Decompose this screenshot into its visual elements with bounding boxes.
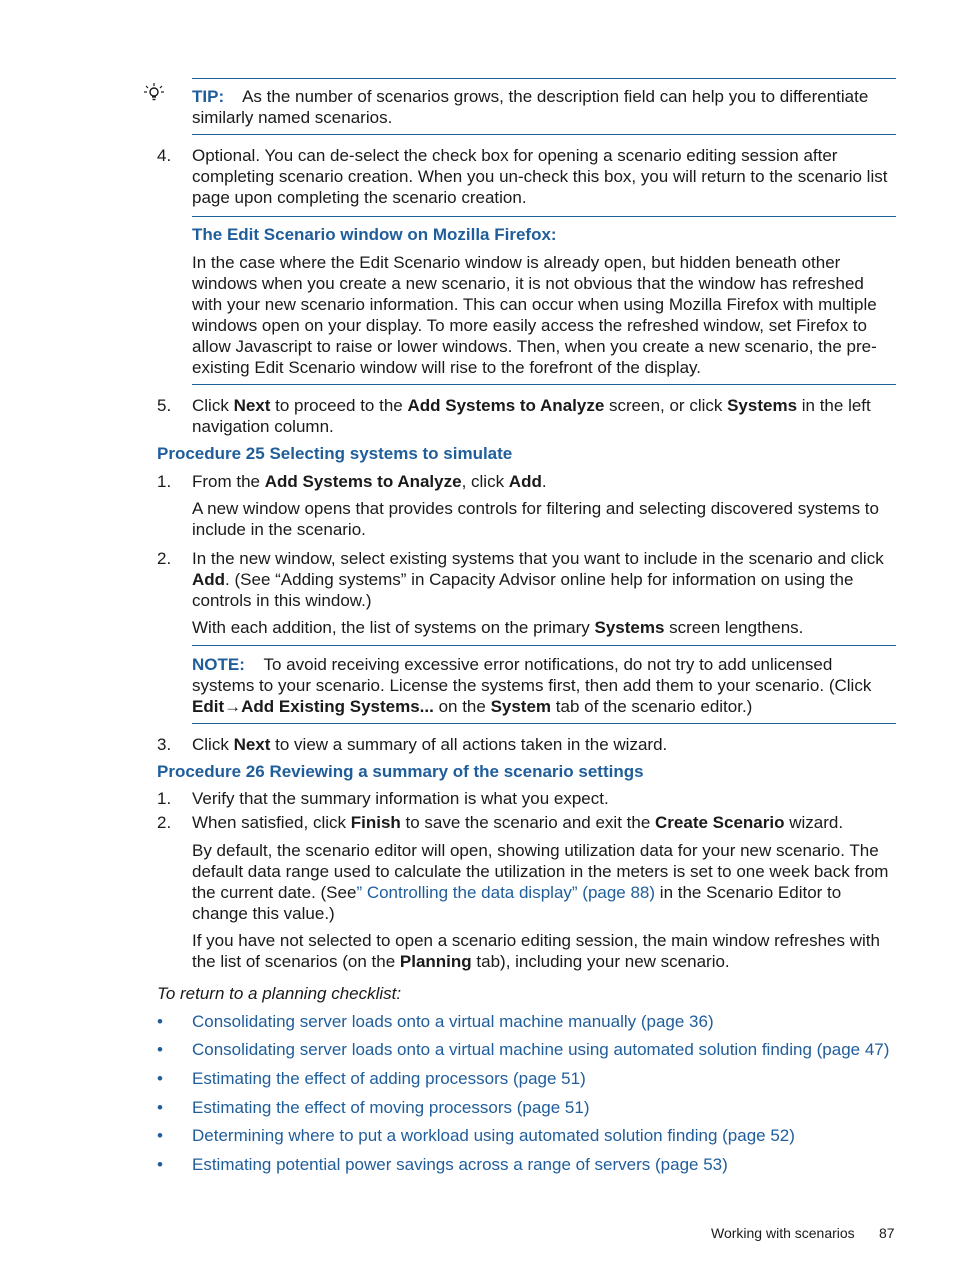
tip-body: As the number of scenarios grows, the description field can help you to differentiate similarly named scenarios. xyxy=(192,87,869,127)
p25-s1-t1: From the xyxy=(192,472,265,491)
bullet-icon: • xyxy=(157,1098,163,1117)
step-4-number: 4. xyxy=(157,146,172,165)
note-t1: To avoid receiving excessive error notifications, do not try to add unlicensed systems to your scenario. License the systems first, then add them to your scenario. (Click xyxy=(192,655,872,695)
bullet-icon: • xyxy=(157,1126,163,1145)
p25-s2-p2: screen lengthens. xyxy=(664,618,804,637)
step-5-t4: in the left navigation column. xyxy=(192,396,871,436)
note-add-existing: Add Existing Systems... xyxy=(241,697,434,716)
footer-section-title: Working with scenarios xyxy=(711,1225,855,1241)
p26-s2-t2: to save the scenario and exit the xyxy=(400,813,656,832)
firefox-note-text: In the case where the Edit Scenario window is already open, but hidden beneath other windows when you create a new scenario, it is not obvious that the window has refreshed with your new scenario information. This can occur when using Mozilla Firefox with multiple windows open on your display. To more easily access the refreshed window, set Firefox to allow Javascript to raise or lower windows. Then, when you create a new scenario, the pre-existing Edit Scenario window will rise to the forefront of the display. xyxy=(192,253,877,377)
p26-step-2-text xyxy=(192,812,898,833)
p25-s2-pb: Systems xyxy=(594,618,665,637)
bullet-icon: • xyxy=(157,1040,163,1059)
p26-step-2-para-2 xyxy=(192,930,898,972)
procedure-26-title: Procedure 26 Reviewing a summary of the scenario settings xyxy=(157,762,644,781)
note-text xyxy=(192,654,898,717)
note-system: System xyxy=(490,697,552,716)
p25-step-2-text xyxy=(192,548,898,611)
bullet-icon: • xyxy=(157,1155,163,1174)
tip-text xyxy=(192,86,898,128)
tip-label: TIP: xyxy=(192,87,225,106)
step-5-add-systems: Add Systems to Analyze xyxy=(407,396,605,415)
p25-step-1-para: A new window opens that provides controls for filtering and selecting discovered systems to include in the scenario. xyxy=(192,499,879,539)
step-5-next: Next xyxy=(233,396,271,415)
p26-step-2-para-1 xyxy=(192,840,898,924)
checklist-link-4[interactable]: Estimating the effect of moving processors (page 51) xyxy=(192,1098,590,1117)
checklist-link-5[interactable]: Determining where to put a workload using automated solution finding (page 52) xyxy=(192,1126,795,1145)
firefox-note-heading: The Edit Scenario window on Mozilla Firefox: xyxy=(192,225,557,244)
page-number: 87 xyxy=(879,1225,895,1241)
step-5-t1: Click xyxy=(192,396,234,415)
bullet-icon: • xyxy=(157,1012,163,1031)
note-t3: tab of the scenario editor.) xyxy=(551,697,753,716)
procedure-25-title: Procedure 25 Selecting systems to simulate xyxy=(157,444,513,463)
p26-s2-p2a: If you have not selected to open a scenario editing session, the main window refreshes with the list of scenarios (on the xyxy=(192,931,880,971)
p25-s2-t2: . (See “Adding systems” in Capacity Advisor online help for information on using the controls in this window.) xyxy=(192,570,854,610)
p26-s2-create-scenario: Create Scenario xyxy=(655,813,785,832)
tip-bottom-rule xyxy=(192,134,896,135)
step-5-systems: Systems xyxy=(727,396,798,415)
checklist-link-2[interactable]: Consolidating server loads onto a virtual machine using automated solution finding (page 47) xyxy=(192,1040,890,1059)
firefox-note-bottom-rule xyxy=(192,384,896,385)
p25-step-3-number: 3. xyxy=(157,735,172,754)
note-t2: on the xyxy=(433,697,491,716)
p25-step-1-number: 1. xyxy=(157,472,172,491)
p25-s1-b2: Add xyxy=(508,472,542,491)
note-top-rule xyxy=(192,645,896,646)
p25-step-1-text xyxy=(192,471,898,492)
p25-step-2-number: 2. xyxy=(157,549,172,568)
p26-s2-p1b: in the Scenario Editor to change this value.) xyxy=(192,883,842,923)
p26-step-2-number: 2. xyxy=(157,813,172,832)
p25-step-2-para xyxy=(192,617,898,638)
p26-s2-finish: Finish xyxy=(350,813,401,832)
p25-s3-b1: Next xyxy=(233,735,271,754)
p26-s2-t3: wizard. xyxy=(784,813,844,832)
p25-s1-t2: , click xyxy=(461,472,509,491)
bullet-icon: • xyxy=(157,1069,163,1088)
step-5-t2: to proceed to the xyxy=(270,396,408,415)
p25-s2-t1: In the new window, select existing systems that you want to include in the scenario and click xyxy=(192,549,884,568)
p25-s1-t3: . xyxy=(541,472,547,491)
note-label: NOTE: xyxy=(192,655,245,674)
p25-s3-t2: to view a summary of all actions taken in the wizard. xyxy=(270,735,668,754)
checklist-link-6[interactable]: Estimating potential power savings across a range of servers (page 53) xyxy=(192,1155,728,1174)
firefox-note-top-rule xyxy=(192,216,896,217)
checklist-link-3[interactable]: Estimating the effect of adding processors (page 51) xyxy=(192,1069,586,1088)
p26-s2-p2c: tab), including your new scenario. xyxy=(471,952,730,971)
p25-s2-p1: With each addition, the list of systems on the primary xyxy=(192,618,595,637)
checklist-intro: To return to a planning checklist: xyxy=(157,984,402,1003)
p26-step-1-text: Verify that the summary information is what you expect. xyxy=(192,789,609,808)
p25-s3-t1: Click xyxy=(192,735,234,754)
step-5-text xyxy=(192,395,898,437)
p26-s2-t1: When satisfied, click xyxy=(192,813,351,832)
note-bottom-rule xyxy=(192,723,896,724)
checklist-link-1[interactable]: Consolidating server loads onto a virtual machine manually (page 36) xyxy=(192,1012,714,1031)
p25-s1-b1: Add Systems to Analyze xyxy=(264,472,462,491)
arrow-icon: → xyxy=(224,697,242,716)
step-4-text: Optional. You can de-select the check box for opening a scenario editing session after completing scenario creation. When you un-check this box, you will return to the scenario list page upon completing the scenario creation. xyxy=(192,146,888,207)
step-5-number: 5. xyxy=(157,396,172,415)
p26-s2-planning: Planning xyxy=(399,952,472,971)
controlling-data-display-link[interactable]: ” Controlling the data display” (page 88) xyxy=(356,883,656,902)
step-5-t3: screen, or click xyxy=(604,396,728,415)
lightbulb-icon xyxy=(143,82,165,104)
p26-step-1-number: 1. xyxy=(157,789,172,808)
p26-s2-p1a: By default, the scenario editor will open, showing utilization data for your new scenario. The default data range used to calculate the utilization in the meters is set to one week back from the current date. (See xyxy=(192,841,889,902)
note-edit: Edit xyxy=(192,697,225,716)
tip-top-rule xyxy=(192,78,896,79)
p25-s2-b1: Add xyxy=(192,570,226,589)
p25-step-3-text xyxy=(192,734,898,755)
